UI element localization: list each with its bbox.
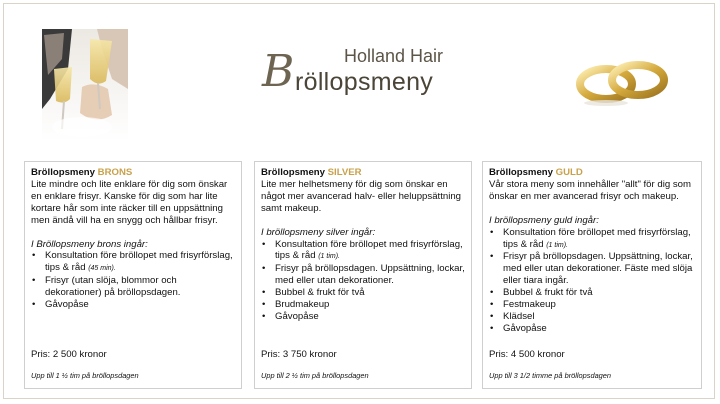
- list-item: • Gåvopåse: [45, 299, 235, 311]
- slide: [3, 3, 715, 399]
- brand-name: Holland Hair: [344, 46, 444, 66]
- includes-list: [489, 227, 695, 335]
- page-title: [262, 44, 502, 104]
- includes-title: I Bröllopsmeny brons ingår:: [31, 238, 148, 250]
- list-item: • Konsultation före bröllopet med frisyrförslag, tips & råd (1 tim).: [503, 227, 695, 252]
- list-item: • Konsultation före bröllopet med frisyrförslag, tips & råd (1 tim).: [275, 239, 465, 264]
- list-item: • Klädsel: [503, 311, 695, 323]
- tier-label: GULD: [555, 167, 583, 178]
- champagne-toast-photo: [42, 29, 128, 141]
- price: Pris: 4 500 kronor: [489, 349, 565, 361]
- menu-card-brons: [24, 161, 242, 389]
- list-item: • Konsultation före bröllopet med frisyrförslag, tips & råd (45 min).: [45, 250, 235, 275]
- list-item: • Gåvopåse: [503, 323, 695, 335]
- duration-note: Upp till 3 1/2 timme på bröllopsdagen: [489, 371, 612, 381]
- list-item: • Bubbel & frukt för två: [503, 287, 695, 299]
- list-item: • Bubbel & frukt för två: [275, 287, 465, 299]
- gold-rings-icon: [576, 56, 670, 110]
- menu-card-silver: [254, 161, 472, 389]
- price: Pris: 2 500 kronor: [31, 349, 107, 361]
- list-item: • Gåvopåse: [275, 311, 465, 323]
- includes-title: I bröllopsmeny silver ingår:: [261, 226, 376, 238]
- list-item: • Festmakeup: [503, 299, 695, 311]
- card-heading: Bröllopsmeny: [489, 167, 553, 178]
- list-item: • Frisyr på bröllopsdagen. Uppsättning, lockar, med eller utan dekorationer. Fäste med slöja eller tiara ingår.: [503, 251, 695, 287]
- list-item: • Frisyr (utan slöja, blommor och dekorationer) på bröllopsdagen.: [45, 275, 235, 299]
- list-item: • Frisyr på bröllopsdagen. Uppsättning, lockar, med eller utan dekorationer.: [275, 263, 465, 287]
- menu-card-guld: [482, 161, 702, 389]
- duration-note: Upp till 2 ½ tim på bröllopsdagen: [261, 371, 369, 381]
- title-rest: röllopsmeny: [295, 68, 434, 96]
- includes-list: [261, 239, 465, 323]
- card-description: Vår stora meny som innehåller "allt" för dig som önskar en mer avancerad frisyr och makeup.: [489, 178, 691, 202]
- tier-label: SILVER: [327, 167, 362, 178]
- includes-list: [31, 250, 235, 311]
- price: Pris: 3 750 kronor: [261, 349, 337, 361]
- duration-note: Upp till 1 ½ tim på bröllopsdagen: [31, 371, 139, 381]
- title-initial: B: [262, 46, 295, 97]
- list-item: • Brudmakeup: [275, 299, 465, 311]
- card-description: Lite mindre och lite enklare för dig som önskar en enklare frisyr. Kanske för dig som har lite kortare hår som inte räcker till en uppsättning men ändå vill ha en snygg och hållbar frisyr.: [31, 178, 228, 226]
- includes-title: I bröllopsmeny guld ingår:: [489, 214, 599, 226]
- card-description: Lite mer helhetsmeny för dig som önskar en något mer avancerad halv- eller heluppsättning samt makeup.: [261, 178, 461, 214]
- card-heading: Bröllopsmeny: [261, 167, 325, 178]
- card-heading: Bröllopsmeny: [31, 167, 95, 178]
- tier-label: BRONS: [97, 167, 133, 178]
